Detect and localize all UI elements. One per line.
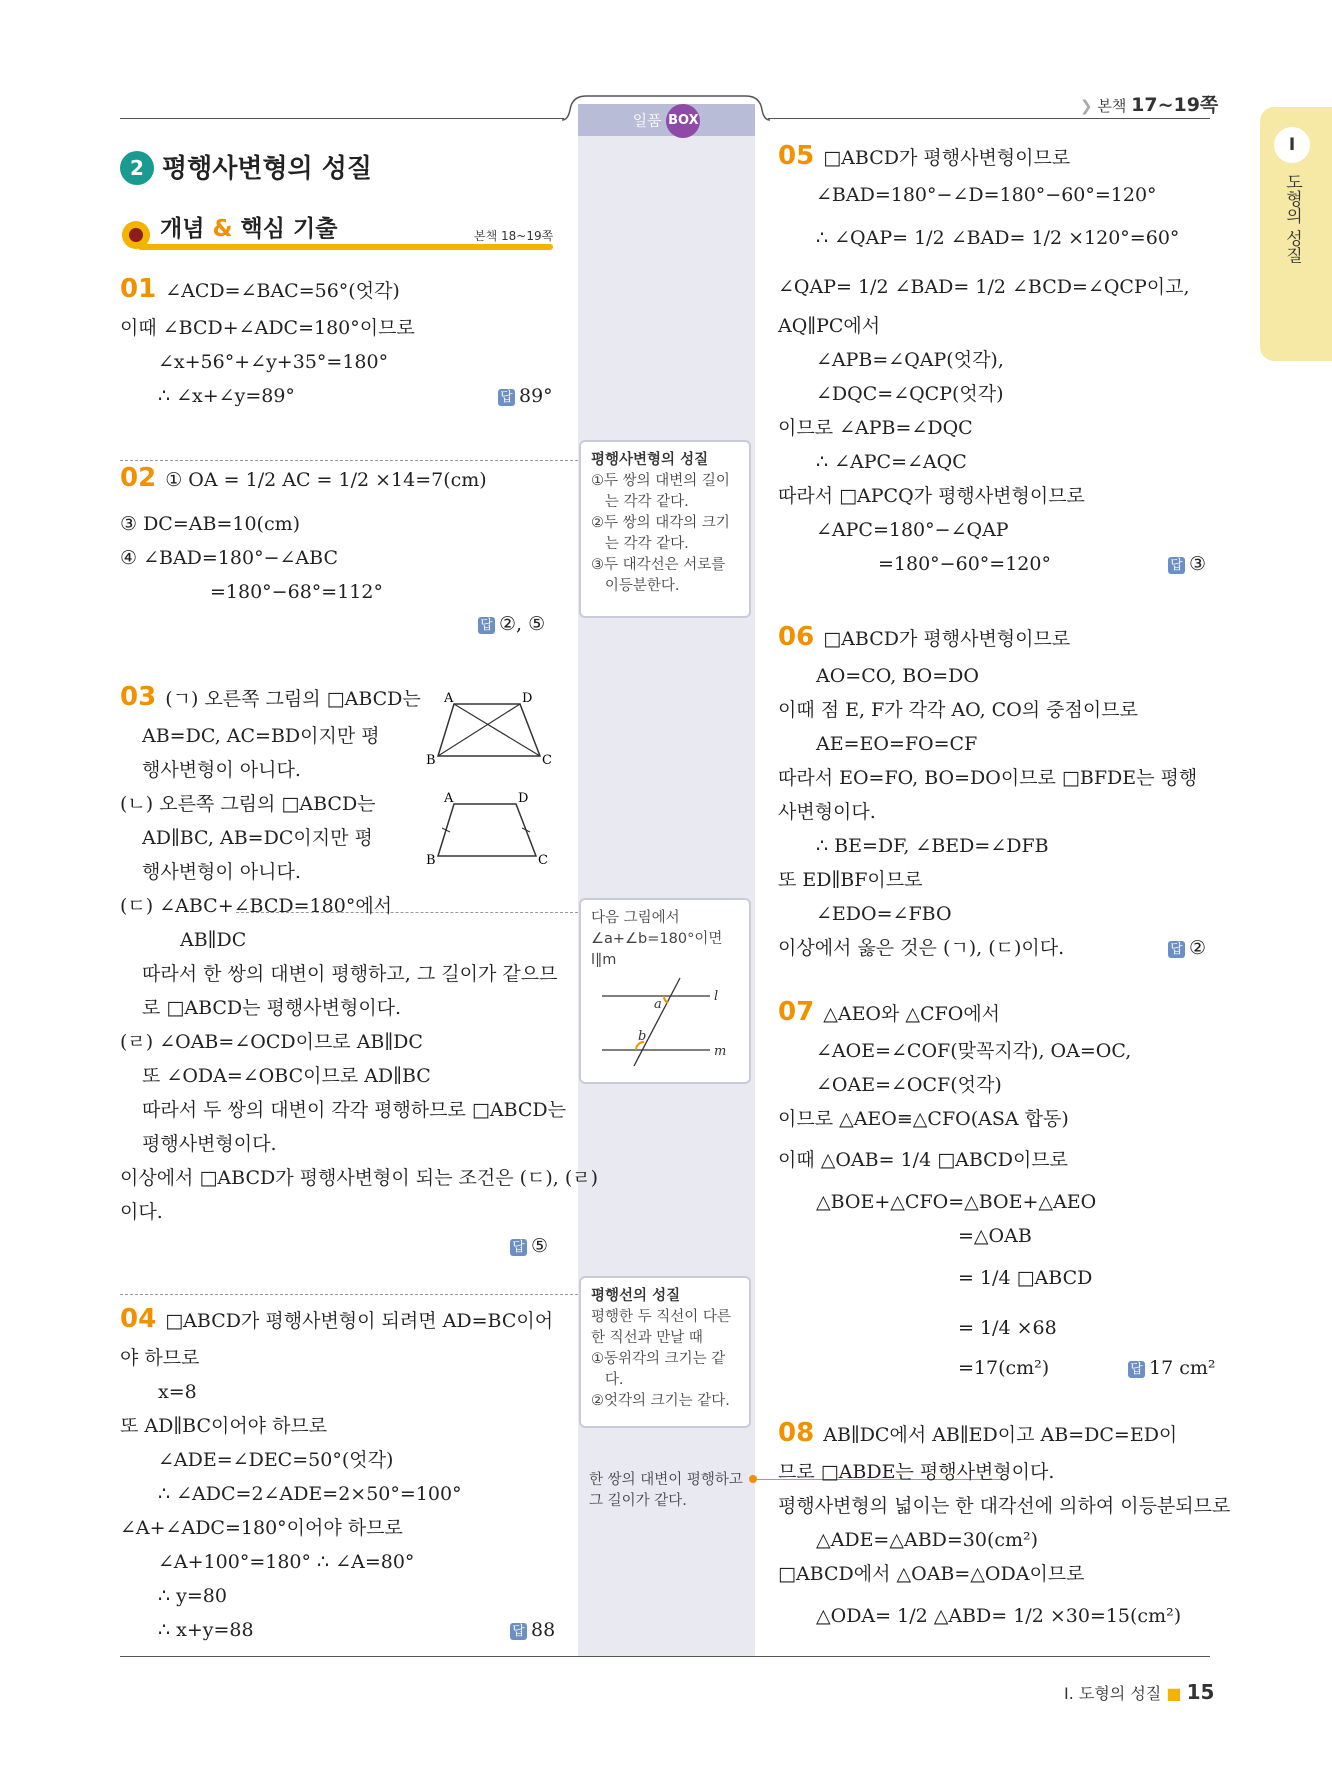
solution-line	[158, 1550, 414, 1574]
solution-text: △AEO와 △CFO에서	[823, 1003, 1001, 1025]
solution-text: 이상에서 □ABCD가 평행사변형이 되는 조건은 (ㄷ), (ㄹ)	[120, 1167, 599, 1189]
note-line: 는 각각 같다.	[591, 494, 689, 510]
solution-line	[816, 518, 1009, 542]
solution-line	[158, 1618, 254, 1642]
note-line: 그 길이가 같다.	[589, 1493, 687, 1509]
side-tab-text: 도형의 성질	[1282, 173, 1302, 264]
header-rule-left	[120, 118, 564, 119]
section-number: 2	[120, 151, 154, 185]
vertex-d: D	[522, 691, 533, 706]
solution-text: □ABCD에서 △OAB=△ODA이므로	[778, 1563, 1085, 1585]
side-tab	[1260, 107, 1332, 361]
solution-line	[158, 384, 295, 408]
answer-value: ②	[1189, 937, 1207, 959]
solution-line	[120, 512, 300, 536]
solution-line	[778, 1148, 1068, 1172]
solution-text: 따라서 한 쌍의 대변이 평행하고, 그 길이가 같으므	[142, 963, 558, 985]
problem-number: 05	[778, 141, 824, 171]
solution-text: ∠DQC=∠QCP(엇각)	[816, 383, 1004, 405]
solution-text: =180°−68°=112°	[210, 581, 383, 603]
solution-line	[142, 1132, 277, 1156]
line-l-label: l	[714, 989, 719, 1004]
solution-line	[120, 1346, 199, 1370]
solution-text: 따라서 두 쌍의 대변이 각각 평행하므로 □ABCD는	[142, 1099, 567, 1121]
solution-text: 이므로 △AEO≡△CFO(ASA 합동)	[778, 1108, 1069, 1130]
note-line: ∠a+∠b=180°이면	[591, 931, 723, 947]
footer-page-number: 15	[1186, 1680, 1215, 1704]
header-ref-pages: 17~19쪽	[1131, 94, 1219, 116]
note-parallel-line-properties	[579, 1276, 751, 1428]
solution-text: ∠BAD=180°−∠D=180°−60°=120°	[816, 184, 1157, 206]
problem-number: 04	[120, 1304, 166, 1334]
solution-text: 행사변형이 아니다.	[142, 759, 301, 781]
solution-line	[778, 416, 973, 440]
vertex-b-2: B	[426, 853, 436, 866]
problem-05	[778, 141, 1071, 171]
solution-text: ∠APB=∠QAP(엇각),	[816, 349, 1004, 371]
angle-a-label: a	[654, 997, 662, 1012]
solution-text: ∠AOE=∠COF(맞꼭지각), OA=OC,	[816, 1040, 1132, 1062]
solution-text: ∠QAP= 1/2 ∠BAD= 1/2 ∠BCD=∠QCP이고,	[778, 276, 1190, 298]
solution-line	[958, 1316, 1057, 1340]
problem-number: 06	[778, 622, 824, 652]
answer-icon: 답	[510, 1623, 527, 1640]
answer-mark	[510, 1234, 548, 1258]
answer-icon: 답	[478, 617, 495, 634]
solution-text: □ABCD가 평행사변형이므로	[823, 628, 1071, 650]
answer-value: ⑤	[531, 1235, 549, 1257]
solution-line	[142, 962, 557, 986]
answer-mark	[1168, 552, 1206, 576]
solution-text: AQ∥PC에서	[778, 315, 881, 337]
solution-line	[778, 275, 1190, 299]
sub-heading-bar	[138, 244, 553, 250]
solution-text: AB=DC, AC=BD이지만 평	[142, 725, 380, 747]
sub-heading-dot	[122, 221, 150, 249]
solution-text: (ㄴ) 오른쪽 그림의 □ABCD는	[120, 793, 376, 815]
solution-text: (ㄷ) ∠ABC+∠BCD=180°에서	[120, 895, 393, 917]
solution-text: ∴ x+y=88	[158, 1619, 254, 1641]
note-line: 다음 그림에서	[591, 910, 680, 926]
solution-line	[816, 1073, 1002, 1097]
solution-text: ∠ACD=∠BAC=56°(엇각)	[165, 280, 400, 302]
solution-line	[778, 1107, 1069, 1131]
solution-text: 또 AD∥BC이어야 하므로	[120, 1415, 328, 1437]
solution-line	[158, 1482, 462, 1506]
answer-mark	[498, 384, 553, 408]
solution-line	[816, 1039, 1131, 1063]
solution-text: △BOE+△CFO=△BOE+△AEO	[816, 1191, 1097, 1213]
solution-text: AO=CO, BO=DO	[816, 665, 979, 687]
solution-line	[120, 1166, 598, 1190]
solution-text: 이다.	[120, 1201, 163, 1223]
solution-text: □ABCD가 평행사변형이므로	[823, 147, 1071, 169]
solution-line	[778, 1460, 1054, 1484]
solution-line	[778, 936, 1064, 960]
connector-02	[120, 460, 578, 461]
solution-text: △ADE=△ABD=30(cm²)	[816, 1529, 1039, 1551]
solution-line	[158, 1448, 393, 1472]
note-parallelogram-properties	[579, 440, 751, 618]
note-line: ①동위각의 크기는 같	[591, 1351, 726, 1367]
parallel-lines-figure	[598, 976, 738, 1066]
solution-line	[778, 484, 1085, 508]
header-ref	[1080, 90, 1218, 117]
vertex-c-2: C	[538, 853, 548, 866]
solution-text: 사변형이다.	[778, 801, 876, 823]
solution-line	[816, 902, 952, 926]
solution-line	[816, 183, 1157, 207]
solution-text: x=8	[158, 1381, 197, 1403]
connector-04	[120, 1294, 578, 1295]
solution-line	[816, 450, 967, 474]
note-line: 다.	[591, 1372, 624, 1388]
problem-06	[778, 622, 1071, 652]
footer-chapter: I. 도형의 성질	[1064, 1684, 1162, 1703]
note-title: 평행사변형의 성질	[591, 452, 709, 468]
solution-line	[816, 1528, 1038, 1552]
sub-heading-1: 개념	[160, 216, 205, 242]
sub-heading-2: 핵심 기출	[240, 216, 338, 242]
trapezoid-figure-1	[424, 690, 552, 766]
solution-text: (ㄱ) 오른쪽 그림의 □ABCD는	[165, 688, 421, 710]
solution-text: AD∥BC, AB=DC이지만 평	[142, 827, 373, 849]
solution-line	[142, 724, 380, 748]
solution-line	[142, 826, 373, 850]
note-line: 이등분한다.	[591, 578, 680, 594]
footer	[1064, 1680, 1214, 1704]
solution-text: 행사변형이 아니다.	[142, 861, 301, 883]
solution-text: ∠A+∠ADC=180°이어야 하므로	[120, 1517, 403, 1539]
solution-text: ① OA = 1/2 AC = 1/2 ×14=7(cm)	[165, 469, 487, 491]
problem-number: 01	[120, 274, 166, 304]
solution-line	[120, 1414, 327, 1438]
note-condition	[579, 1462, 751, 1522]
solution-text: AE=EO=FO=CF	[816, 733, 978, 755]
header-rule-right	[768, 118, 1210, 119]
answer-mark	[478, 612, 545, 636]
solution-text: 이때 ∠BCD+∠ADC=180°이므로	[120, 317, 415, 339]
solution-line	[816, 348, 1004, 372]
solution-text: 이때 △OAB= 1/4 □ABCD이므로	[778, 1149, 1069, 1171]
note-line: l∥m	[591, 952, 617, 968]
answer-value: 88	[531, 1619, 556, 1641]
solution-line	[958, 1356, 1049, 1380]
answer-mark	[510, 1618, 555, 1642]
note-line: 평행한 두 직선이 다른	[591, 1309, 731, 1325]
problem-number: 08	[778, 1418, 824, 1448]
box-badge: BOX	[666, 104, 700, 138]
solution-text: 이상에서 옳은 것은 (ㄱ), (ㄷ)이다.	[778, 937, 1065, 959]
solution-text: ∴ y=80	[158, 1585, 227, 1607]
answer-icon: 답	[510, 1239, 527, 1256]
solution-text: 므로 □ABDE는 평행사변형이다.	[778, 1461, 1055, 1483]
answer-icon: 답	[1168, 941, 1185, 958]
solution-line	[958, 1266, 1092, 1290]
solution-line	[142, 860, 301, 884]
solution-line	[210, 580, 383, 604]
solution-text: ∠APC=180°−∠QAP	[816, 519, 1009, 541]
solution-line	[142, 1098, 566, 1122]
vertex-a: A	[444, 691, 454, 706]
line-m-label: m	[714, 1044, 727, 1059]
problem-07	[778, 997, 1001, 1027]
note-line: ②두 쌍의 대각의 크기	[591, 515, 730, 531]
solution-line	[120, 1516, 403, 1540]
solution-text: ∠EDO=∠FBO	[816, 903, 952, 925]
solution-line	[816, 1604, 1181, 1628]
solution-text: 로 □ABCD는 평행사변형이다.	[142, 997, 402, 1019]
solution-text: ∠ADE=∠DEC=50°(엇각)	[158, 1449, 394, 1471]
solution-text: ∴ ∠x+∠y=89°	[158, 385, 295, 407]
footer-rule	[120, 1656, 1210, 1657]
solution-line	[158, 1380, 197, 1404]
solution-text: 평행사변형의 넓이는 한 대각선에 의하여 이등분되므로	[778, 1495, 1231, 1517]
answer-value: 89°	[519, 385, 553, 407]
solution-line	[120, 792, 376, 816]
header-ref-prefix: 본책	[1097, 97, 1127, 115]
solution-text: 야 하므로	[120, 1347, 200, 1369]
solution-text: 이때 점 E, F가 각각 AO, CO의 중점이므로	[778, 699, 1138, 721]
problem-03	[120, 682, 421, 712]
solution-text: =△OAB	[958, 1225, 1032, 1247]
solution-text: ∴ ∠APC=∠AQC	[816, 451, 967, 473]
vertex-a-2: A	[444, 791, 454, 806]
solution-text: □ABCD가 평행사변형이 되려면 AD=BC이어	[165, 1310, 554, 1332]
sub-ref: 본책 18~19쪽	[474, 229, 554, 243]
solution-text: =180°−60°=120°	[878, 553, 1051, 575]
solution-text: 따라서 EO=FO, BO=DO이므로 □BFDE는 평행	[778, 767, 1198, 789]
solution-line	[816, 226, 1179, 250]
answer-icon: 답	[1128, 1361, 1145, 1378]
solution-line	[778, 314, 880, 338]
solution-line	[816, 382, 1004, 406]
problem-08	[778, 1418, 1178, 1448]
angle-b-label: b	[638, 1029, 647, 1044]
solution-line	[778, 1494, 1230, 1518]
note-line: ②엇각의 크기는 같다.	[591, 1393, 730, 1409]
problem-04	[120, 1304, 554, 1334]
side-tab-numeral: I	[1274, 127, 1310, 163]
solution-text: △ODA= 1/2 △ABD= 1/2 ×30=15(cm²)	[816, 1605, 1182, 1627]
solution-text: AB∥DC에서 AB∥ED이고 AB=DC=ED이	[823, 1424, 1178, 1446]
solution-line	[120, 546, 338, 570]
note-title: 평행선의 성질	[591, 1288, 681, 1304]
solution-line	[158, 350, 388, 374]
solution-line	[878, 552, 1051, 576]
problem-number: 07	[778, 997, 824, 1027]
solution-line	[120, 894, 392, 918]
solution-text: 이므로 ∠APB=∠DQC	[778, 417, 973, 439]
sub-heading	[160, 210, 337, 243]
solution-line	[778, 868, 922, 892]
problem-number: 02	[120, 463, 166, 493]
solution-line	[120, 316, 415, 340]
solution-text: = 1/4 □ABCD	[958, 1267, 1093, 1289]
solution-text: =17(cm²)	[958, 1357, 1050, 1379]
solution-line	[142, 1064, 431, 1088]
solution-text: = 1/4 ×68	[958, 1317, 1057, 1339]
solution-line	[142, 996, 401, 1020]
solution-line	[778, 698, 1138, 722]
solution-line	[120, 1200, 163, 1224]
section-title: 평행사변형의 성질	[162, 154, 372, 184]
solution-text: ③ DC=AB=10(cm)	[120, 513, 301, 535]
footer-dot: ■	[1166, 1684, 1182, 1703]
note-line: 한 쌍의 대변이 평행하고	[589, 1472, 743, 1488]
solution-line	[816, 1190, 1096, 1214]
solution-line	[778, 1562, 1085, 1586]
chevron-right-icon: ❯	[1080, 97, 1093, 115]
solution-text: (ㄹ) ∠OAB=∠OCD이므로 AB∥DC	[120, 1031, 423, 1053]
solution-line	[142, 758, 301, 782]
solution-line	[180, 928, 246, 952]
trapezoid-figure-2	[424, 790, 552, 866]
solution-text: 따라서 □APCQ가 평행사변형이므로	[778, 485, 1085, 507]
answer-value: ②, ⑤	[499, 613, 546, 635]
solution-text: 평행사변형이다.	[142, 1133, 277, 1155]
note-line: 는 각각 같다.	[591, 536, 689, 552]
note-line: ③두 대각선은 서로를	[591, 557, 726, 573]
answer-icon: 답	[1168, 557, 1185, 574]
solution-text: ∠OAE=∠OCF(엇각)	[816, 1074, 1002, 1096]
solution-text: 또 ED∥BF이므로	[778, 869, 923, 891]
problem-02	[120, 463, 487, 493]
sub-heading-amp: &	[212, 216, 233, 242]
vertex-d-2: D	[518, 791, 529, 806]
problem-01	[120, 274, 400, 304]
box-label	[578, 104, 755, 136]
answer-icon: 답	[498, 389, 515, 406]
solution-text: ∠x+56°+∠y+35°=180°	[158, 351, 389, 373]
answer-mark	[1128, 1356, 1216, 1380]
vertex-c: C	[542, 753, 552, 766]
solution-line	[158, 1584, 227, 1608]
solution-text: AB∥DC	[180, 929, 247, 951]
solution-text: ∠A+100°=180° ∴ ∠A=80°	[158, 1551, 415, 1573]
solution-text: 또 ∠ODA=∠OBC이므로 AD∥BC	[142, 1065, 431, 1087]
solution-line	[816, 834, 1049, 858]
note-line: ①두 쌍의 대변의 길이	[591, 473, 730, 489]
solution-text: ∴ ∠ADC=2∠ADE=2×50°=100°	[158, 1483, 462, 1505]
box-label-text: 일품	[632, 111, 662, 130]
answer-value: ③	[1189, 553, 1207, 575]
solution-text: ④ ∠BAD=180°−∠ABC	[120, 547, 339, 569]
solution-line	[778, 766, 1197, 790]
solution-text: ∴ ∠QAP= 1/2 ∠BAD= 1/2 ×120°=60°	[816, 227, 1180, 249]
vertex-b: B	[426, 753, 436, 766]
solution-line	[816, 664, 979, 688]
answer-value: 17 cm²	[1149, 1357, 1216, 1379]
solution-line	[816, 732, 977, 756]
problem-number: 03	[120, 682, 166, 712]
solution-line	[120, 1030, 423, 1054]
note-line: 한 직선과 만날 때	[591, 1330, 703, 1346]
answer-mark	[1168, 936, 1206, 960]
solution-line	[778, 800, 876, 824]
solution-line	[958, 1224, 1032, 1248]
solution-text: ∴ BE=DF, ∠BED=∠DFB	[816, 835, 1049, 857]
